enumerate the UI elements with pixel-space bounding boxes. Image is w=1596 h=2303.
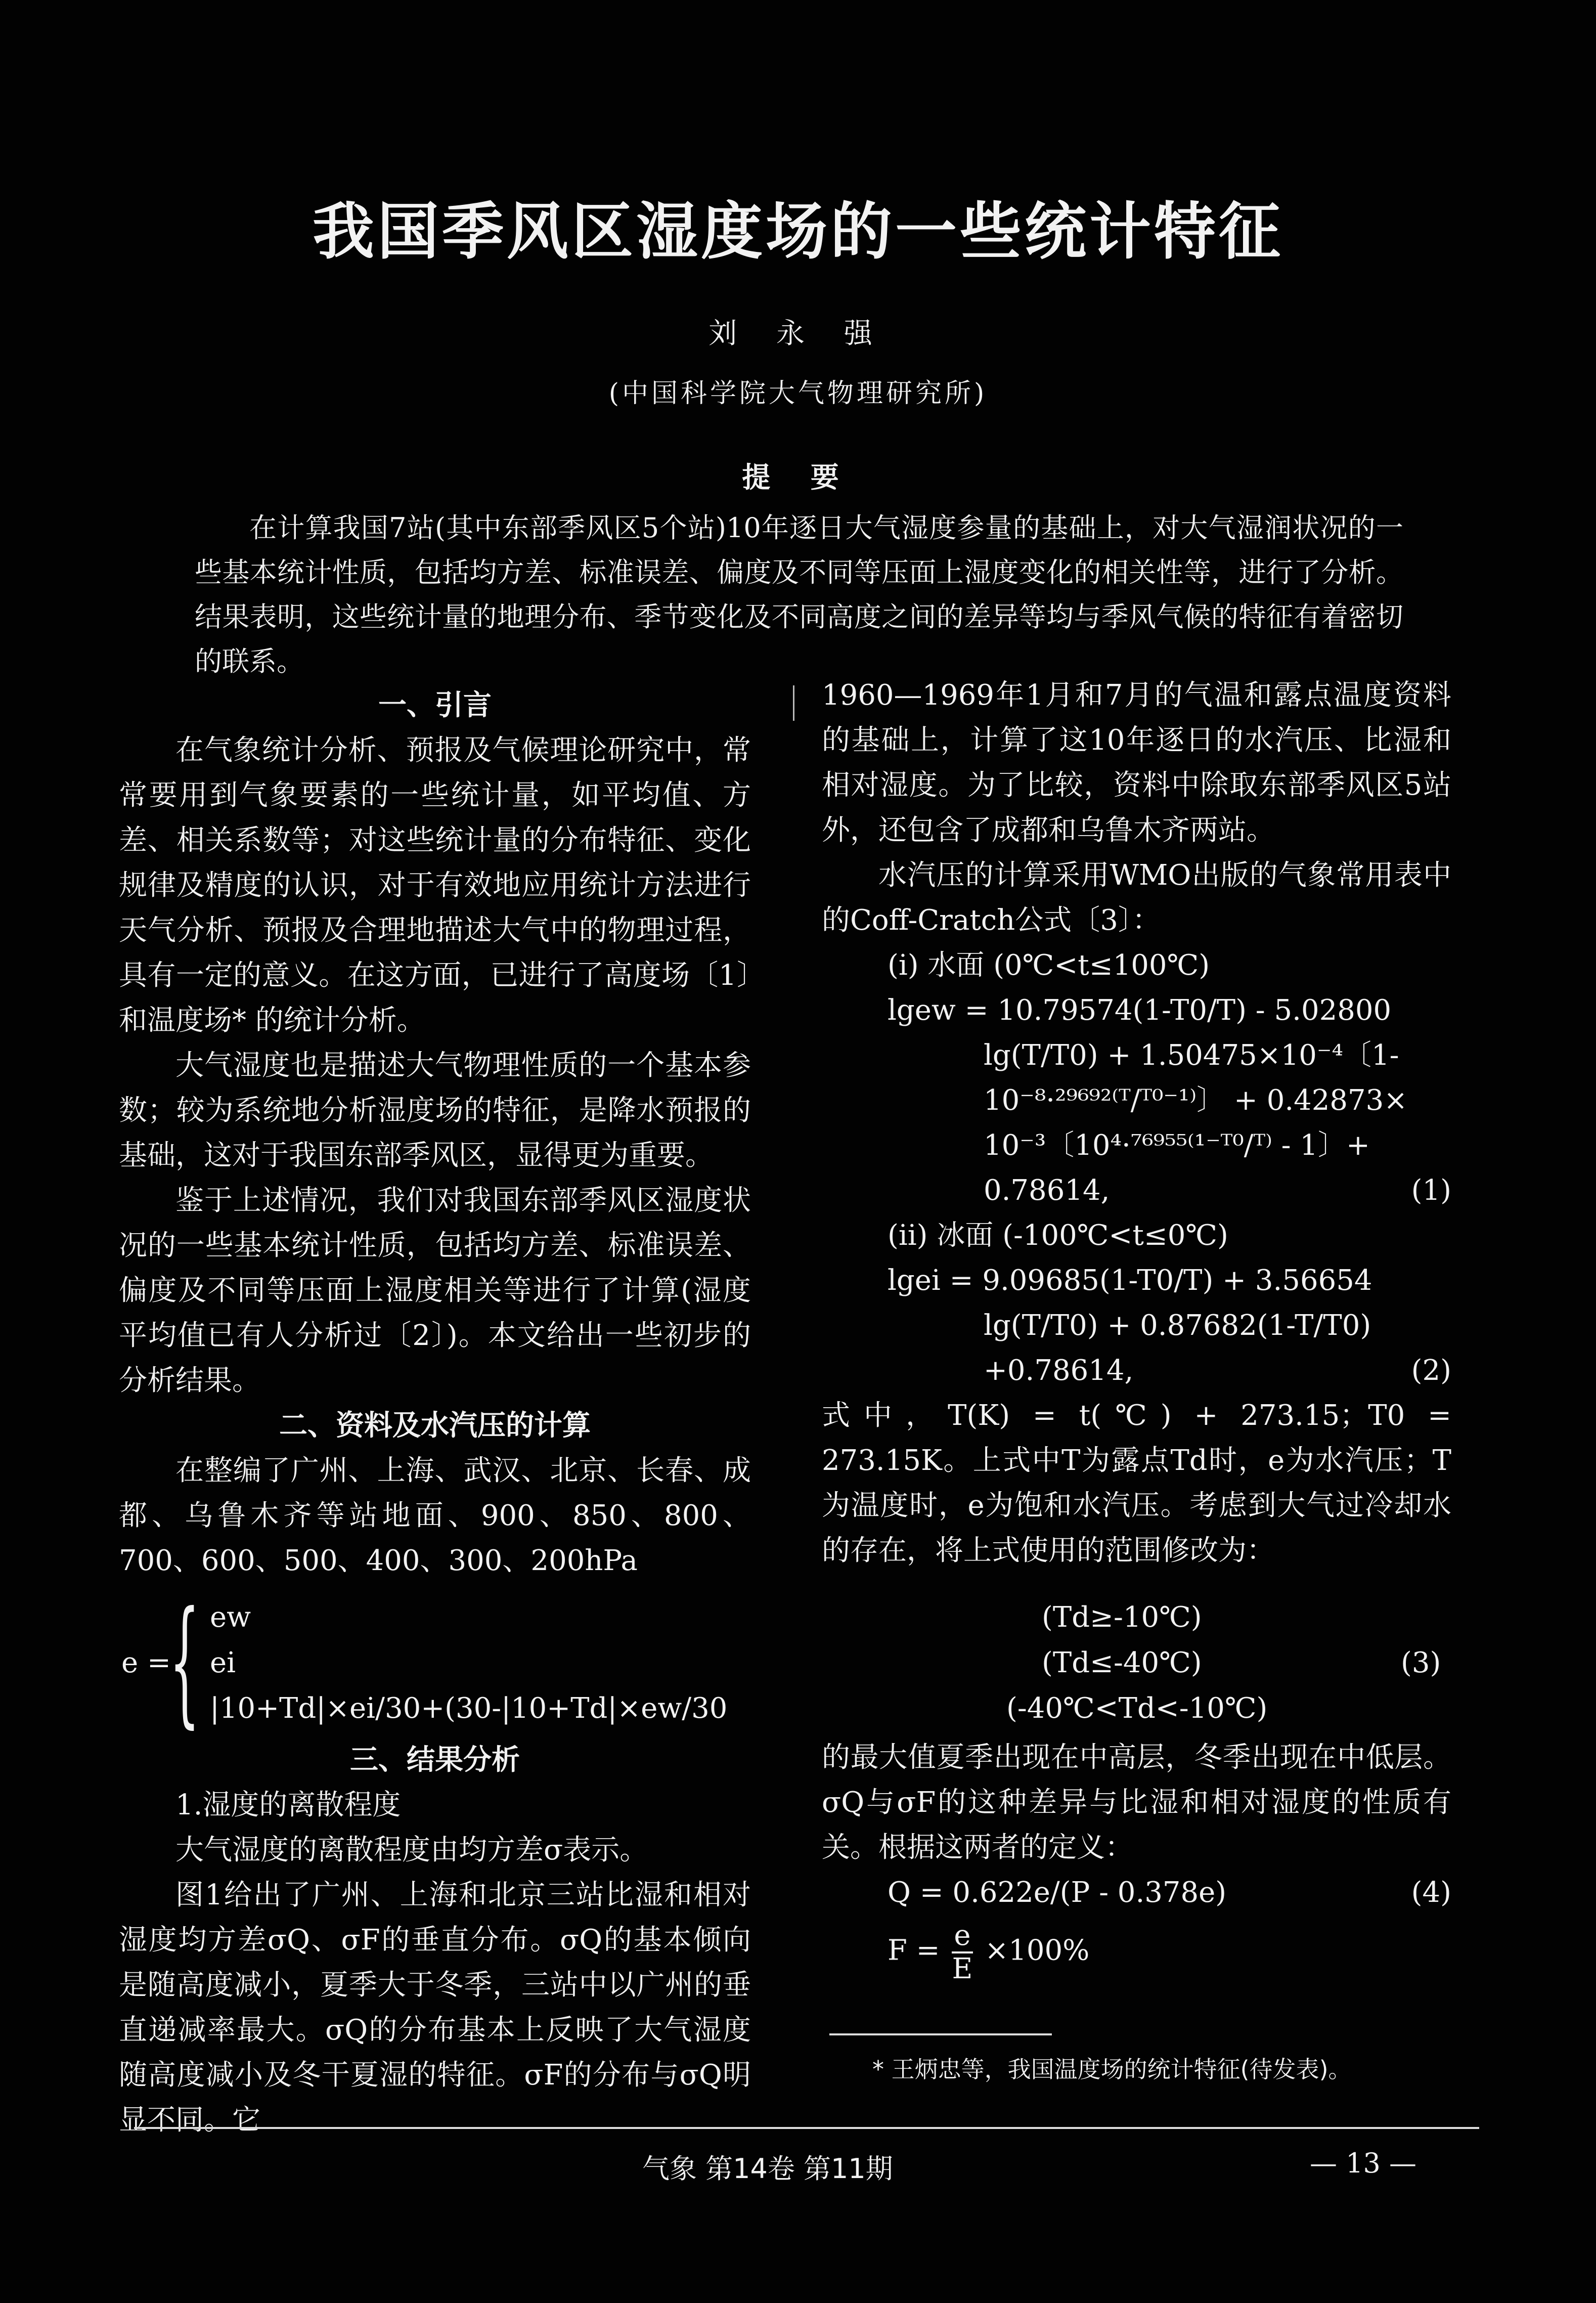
paragraph: 图1给出了广州、上海和北京三站比湿和相对湿度均方差σQ、σF的垂直分布。σQ的基本倾向是随高度减小，夏季大于冬季，三站中以广州的垂直递减率最大。σQ的分布基本上反映了大气湿度随高度减小及冬干夏湿的特征。σF的分布与σQ明显不同。它 [119,1879,751,2137]
section-heading-results: 三、结果分析 [350,1743,520,1776]
equation-2-term: +0.78614, [984,1354,1134,1387]
paragraph: 鉴于上述情况，我们对我国东部季风区湿度状况的一些基本统计性质，包括均方差、标准误差、偏度及不同等压面上湿度相关等进行了计算(湿度平均值已有人分析过〔2〕)。本文给出一些初步的分析结果。 [119,1184,751,1397]
paragraph: 在整编了广州、上海、武汉、北京、长春、成都、乌鲁木齐等站地面、900、850、800、700、600、500、400、300、200hPa [119,1454,751,1577]
paragraph: 在气象统计分析、预报及气候理论研究中，常常要用到气象要素的一些统计量，如平均值、方差、相关系数等；对这些统计量的分布特征、变化规律及精度的认识，对于有效地应用统计方法进行天气分析、预报及合理地描述大气中的物理过程，具有一定的意义。在这方面，已进行了高度场〔1〕和温度场* 的统计分析。 [119,734,751,1037]
abstract-text: 在计算我国7站(其中东部季风区5个站)10年逐日大气湿度参量的基础上，对大气湿润状况的一些基本统计性质，包括均方差、标准误差、偏度及不同等压面上湿度变化的相关性等，进行了分析。结果表明，这些统计量的地理分布、季节变化及不同高度之间的差异等均与季风气候的特征有着密切的联系。 [195,512,1403,677]
equation-2-line [822,1348,1451,1393]
subsection-heading: 1.湿度的离散程度 [175,1789,401,1821]
equation-2-line: lgei = 9.09685(1-T0/T) + 3.56654 [888,1264,1372,1297]
equation-1-line [822,1168,1451,1213]
right-column-lower [822,1735,1451,1985]
equation-case-ice: (ii) 冰面 (-100℃<t≤0℃) [888,1219,1228,1252]
left-brace: { [169,1582,200,1741]
section-heading-intro: 一、引言 [378,688,492,722]
left-column [119,683,751,1583]
equation-1-term: 0.78614, [984,1174,1110,1207]
equation-3-condition: (Td≥-10℃) [1042,1601,1202,1634]
right-column [822,673,1451,1573]
equation-3-condition: (-40℃<Td<-10℃) [1006,1692,1268,1725]
paragraph: 大气湿度也是描述大气物理性质的一个基本参数；较为系统地分析湿度场的特征，是降水预报的基础，这对于我国东部季风区，显得更为重要。 [119,1049,751,1172]
equation-1-line: lg(T/T0) + 1.50475×10⁻⁴〔1- [984,1039,1399,1072]
equation-3-case: ew [210,1601,251,1634]
equation-1-line: 10⁻³〔10⁴·⁷⁶⁹⁵⁵⁽¹⁻ᵀ⁰/ᵀ⁾ - 1〕+ [984,1129,1370,1162]
fraction-numerator: e [952,1920,972,1953]
column-divider-mark [793,685,794,721]
left-column-lower [119,1737,751,2143]
footnote-rule [829,2033,1052,2035]
equation-3 [121,1582,1487,1741]
equation-3-case: ei [210,1646,236,1679]
equation-4-body: Q = 0.622e/(P - 0.378e) [888,1876,1227,1909]
equation-number: (3) [1401,1646,1441,1679]
equation-3-lhs: e = [121,1646,171,1679]
paragraph: 水汽压的计算采用WMO出版的气象常用表中的Coff-Cratch公式〔3〕： [822,859,1451,937]
equation-2-line: lg(T/T0) + 0.87682(1-T/T0) [984,1309,1371,1342]
affiliation: (中国科学院大气物理研究所) [608,378,988,409]
paper-title: 我国季风区湿度场的一些统计特征 [313,196,1283,268]
section-heading-data: 二、资料及水汽压的计算 [279,1409,591,1442]
equation-5-rhs: ×100% [985,1934,1090,1967]
abstract [195,506,1403,684]
equation-4 [822,1870,1451,1915]
equation-3-condition: (Td≤-40℃) [1042,1646,1202,1679]
equation-1-line: lgew = 10.79574(1-T0/T) - 5.02800 [888,994,1392,1027]
author: 刘 永 强 [708,317,888,350]
footer-rule [134,2127,1479,2129]
paragraph: 大气湿度的离散程度由均方差σ表示。 [175,1834,648,1866]
paragraph: 式中，T(K) = t(℃) + 273.15；T0 = 273.15K。上式中T为露点Td时，e为水汽压；T为温度时，e为饱和水汽压。考虑到大气过冷却水的存在，将上式使用的范围修改为： [822,1399,1451,1567]
fraction-denominator: E [952,1952,973,1985]
footnote: * 王炳忠等，我国温度场的统计特征(待发表)。 [872,2056,1352,2083]
journal-info: 气象 第14卷 第11期 [642,2153,893,2185]
equation-number: (4) [1411,1876,1451,1909]
equation-5-lhs: F = [888,1934,940,1967]
page-number: — 13 — [1310,2147,1417,2179]
paragraph: 1960—1969年1月和7月的气温和露点温度资料的基础上，计算了这10年逐日的水汽压、比湿和相对湿度。为了比较，资料中除取东部季风区5站外，还包含了成都和乌鲁木齐两站。 [822,679,1451,847]
equation-case-water: (i) 水面 (0℃<t≤100℃) [888,949,1210,982]
equation-3-case: |10+Td|×ei/30+(30-|10+Td|×ew/30 [210,1692,728,1725]
paragraph: 的最大值夏季出现在中高层，冬季出现在中低层。σQ与σF的这种差异与比湿和相对湿度的性质有关。根据这两者的定义： [822,1741,1451,1864]
equation-number: (1) [1411,1174,1451,1207]
abstract-heading: 提 要 [742,461,854,494]
equation-5 [822,1920,1451,1985]
equation-number: (2) [1411,1354,1451,1387]
fraction [952,1920,972,1985]
equation-1-line: 10⁻⁸·²⁹⁶⁹²⁽ᵀ/ᵀ⁰⁻¹⁾〕 + 0.42873× [984,1084,1408,1117]
